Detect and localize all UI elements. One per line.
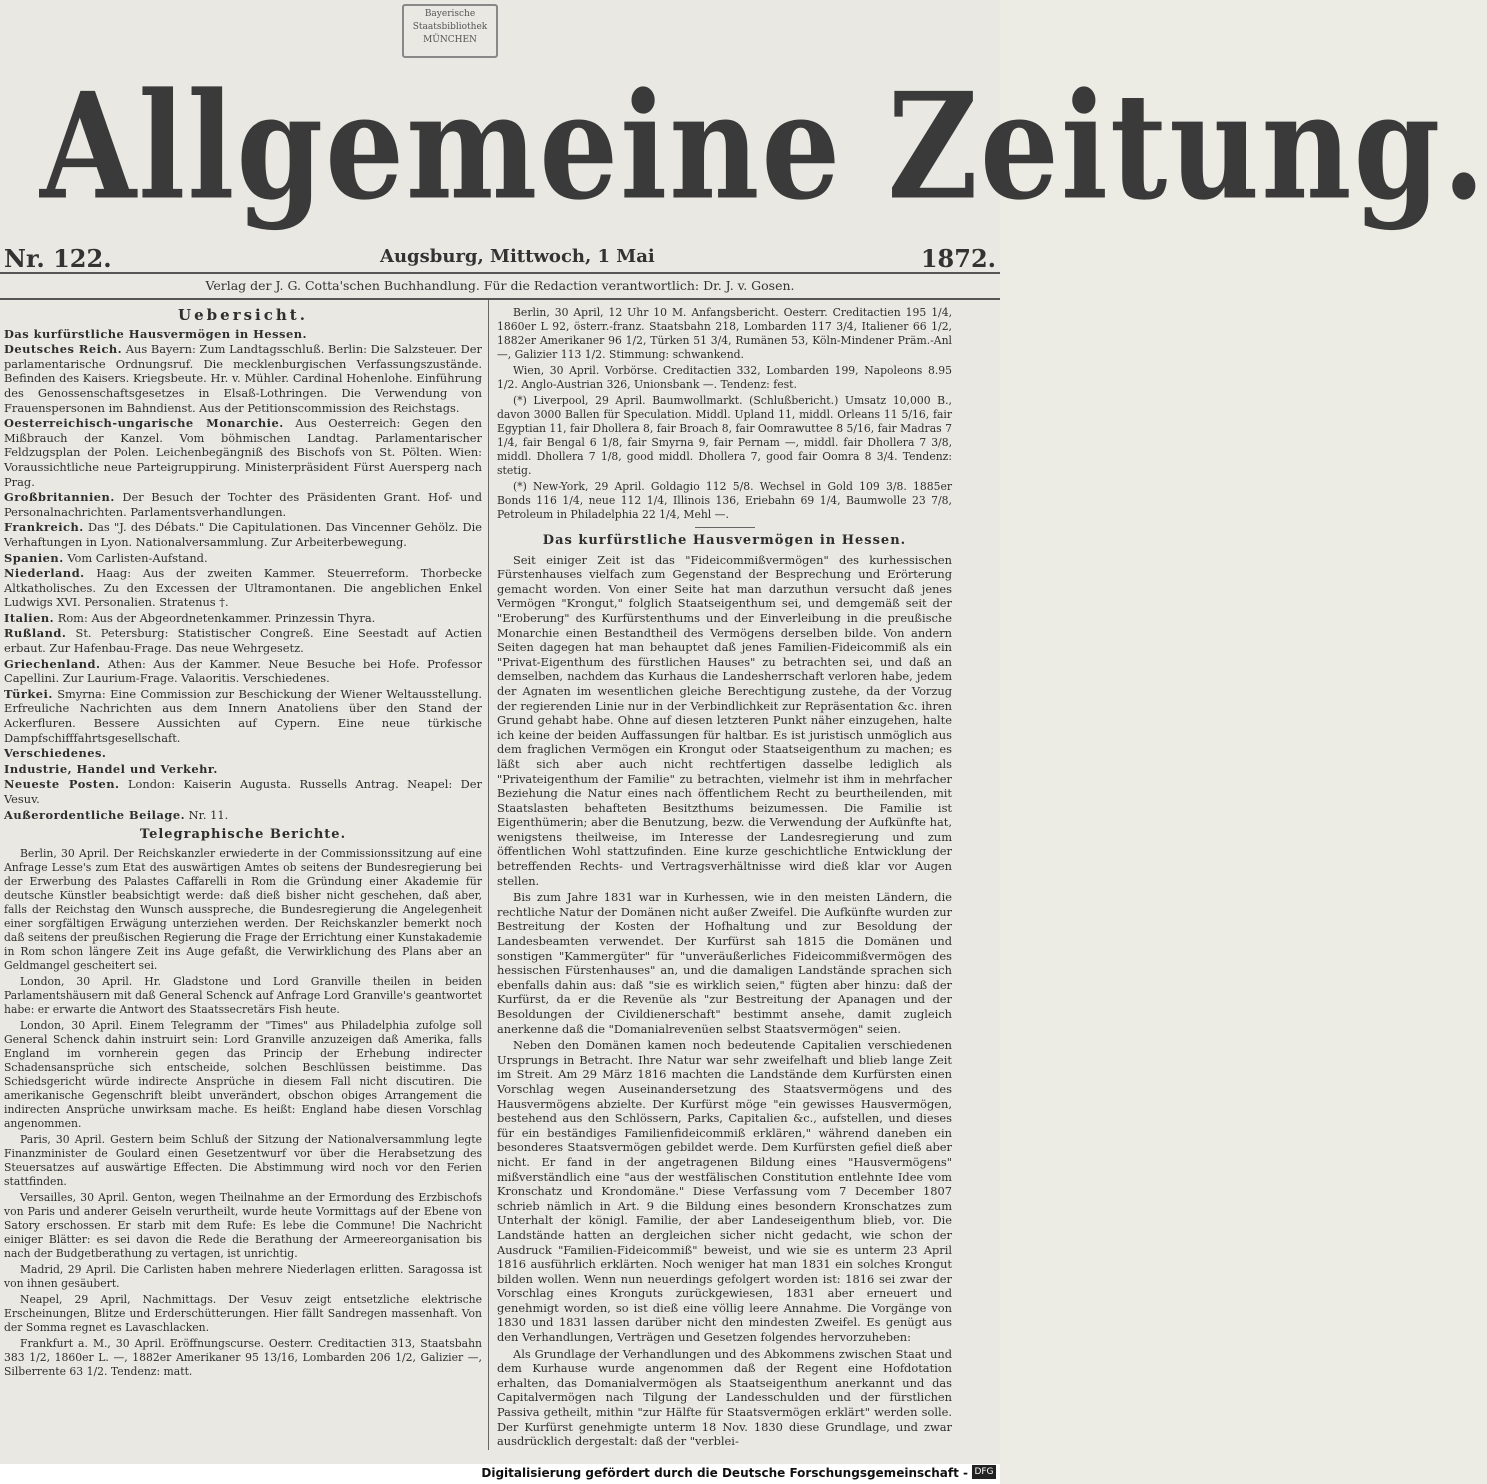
market-report: (*) Liverpool, 29 April. Baumwollmarkt. (Schlußbericht.) Umsatz 10,000 B., davon 3000 Ballen für Speculation. Middl. Upland 11, middl. Orleans 11 5/16, fair Egyptian 11, fair Dhollera 8, fair Broach 8, fair Oomrawuttee 8 5/16, fair Madras 7 1/4, fair Bengal 6 1/8, fair Smyrna 9, fair Pernam —, middl. fair Dhollera 7 3/8, middl. Dhollera 7 1/8, good middl. Dhollera 7, good fair Oomra 8 3/4. Tendenz: stetig.	[497, 394, 952, 477]
overview-entry	[4, 626, 482, 655]
article-paragraph: Neben den Domänen kamen noch bedeutende Capitalien verschiedenen Ursprungs in Betracht. Ihre Natur war sehr zweifelhaft und blieb lange Zeit im Streit. Am 29 März 1816 machten die Landstände dem Kurfürsten einen Vorschlag wegen Auseinandersetzung des Staatsvermögens und des Hausvermögens abzielte. Der Kurfürst möge "ein gewisses Hausvermögen, bestehend aus den Schlössern, Parks, Capitalien &c., aufstellen, und dieses für ein beständiges Familienfideicommiß erklären," während daneben ein besonderes Staatsvermögen gebildet werde. Dem Kurfürsten gefiel dieß aber nicht. Er fand in der angetragenen Bildung eines "Hausvermögens" mißverständlich eine "aus der westfälischen Constitution entlehnte Idee vom Kronschatz und Krondomäne." Diese Verfassung vom 7 December 1807 schrieb nämlich in Art. 9 die Bildung eines besondern Kronschatzes zum Unterhalt der königl. Familie, der aber Landeseigenthum blieb, vor. Die Landstände hatten an dergleichen sicher nicht gedacht, wie schon der Ausdruck "Familien-Fideicommiß" beweist, und wie sie es unterm 23 April 1816 ausführlich erklärten. Noch weniger hat man 1831 ein solches Krongut bilden wollen. Wenn nun neuerdings gefolgert worden ist: 1816 sei zwar der Vorschlag eines Kronguts zurückgewiesen, 1831 aber erneuert und genehmigt worden, so ist dieß eine völlig leere Annahme. Die Vorgänge von 1830 und 1831 lassen darüber nicht den mindesten Zweifel. Es genügt aus den Verhandlungen, Verträgen und Gesetzen folgendes hervorzuheben:	[497, 1038, 952, 1345]
column-divider	[488, 300, 489, 1450]
overview-entry-title: Rußland.	[4, 626, 67, 641]
article-paragraph: Als Grundlage der Verhandlungen und des Abkommens zwischen Staat und dem Kurhause wurde angenommen daß der Regent eine Hofdotation erhalten, das Domanialvermögen als Staatseigenthum anerkannt und das Capitalvermögen nach Tilgung der Landesschulden und der fürstlichen Passiva getheilt, mithin "zur Hälfte für Staatsvermögen erklärt" werden solle. Der Kurfürst genehmigte unterm 18 Nov. 1830 diese Grundlage, und zwar ausdrücklich dergestalt: daß der "verblei-	[497, 1346, 952, 1449]
overview-entry-title: Industrie, Handel und Verkehr.	[4, 761, 218, 776]
right-column	[497, 306, 952, 1451]
overview-entry-title: Verschiedenes.	[4, 746, 107, 761]
telegram-item: Berlin, 30 April. Der Reichskanzler erwiederte in der Commissionssitzung auf eine Anfrage Lesse's zum Etat des auswärtigen Amtes ob seitens der Bundesregierung bei der Erwerbung des Palastes Caffarelli in Rom die Gründung einer Akademie für deutsche Künstler beabsichtigt werde: daß dieß bisher nicht geschehen, daß aber, falls der Reichstag den Wunsch ausspreche, die Bundesregierung die Angelegenheit einer sorgfältigen Erwägung unterziehen werden. Der Reichskanzler bemerkt noch daß seitens der preußischen Regierung die Frage der Errichtung einer Kunstakademie in Rom schon längere Zeit ins Auge gefaßt, die Verwirklichung des Plans aber an Geldmangel gescheitert sei.	[4, 846, 482, 972]
overview-entry-text: Smyrna: Eine Commission zur Beschickung der Wiener Weltausstellung. Erfreuliche Nachrichten aus dem Innern Anatoliens über den Stand der Ackerfluren. Bessere Aussichten auf Cypern. Eine neue türkische Dampfschifffahrtsgesellschaft.	[4, 686, 482, 745]
publisher-line: Verlag der J. G. Cotta'schen Buchhandlung. Für die Redaction verantwortlich: Dr. J. v. Gosen.	[205, 278, 795, 293]
overview-entry	[4, 490, 482, 519]
overview-entry-text: Nr. 11.	[188, 807, 229, 822]
overview-entry	[4, 611, 482, 626]
overview-entry-title: Das kurfürstliche Hausvermögen in Hessen.	[4, 326, 307, 341]
market-report: Wien, 30 April. Vorbörse. Creditactien 332, Lombarden 199, Napoleons 8.95 1/2. Anglo-Austrian 326, Unionsbank —. Tendenz: fest.	[497, 364, 952, 391]
overview-entry-title: Neueste Posten.	[4, 777, 120, 792]
footer-credit: Digitalisierung gefördert durch die Deutsche Forschungsgemeinschaft -	[481, 1466, 968, 1480]
masthead-rule	[0, 272, 1000, 274]
overview-entry	[4, 551, 482, 566]
overview-entry-text: Haag: Aus der zweiten Kammer. Steuerreform. Thorbecke Altkatholisches. Zu den Excessen der Ultramontanen. Die angeblichen Enkel Ludwigs XVI. Personalien. Stratenus †.	[4, 566, 483, 610]
overview-entry-title: Italien.	[4, 610, 55, 625]
overview-entry-text: Athen: Aus der Kammer. Neue Besuche bei Hofe. Professor Capellini. Zur Laurium-Frage. Valaoritis. Verschiedenes.	[4, 656, 482, 686]
overview-entry	[4, 746, 482, 761]
overview-entry	[4, 342, 482, 415]
telegram-item: Paris, 30 April. Gestern beim Schluß der Sitzung der Nationalversammlung legte Finanzminister de Goulard einen Gesetzentwurf vor über die Herabsetzung des Steuersatzes auf auswärtige Effecten. Die Abstimmung wird noch vor den Ferien stattfinden.	[4, 1132, 482, 1188]
overview-entry	[4, 762, 482, 777]
left-column	[4, 306, 482, 1381]
overview-entry-text: Vom Carlisten-Aufstand.	[67, 550, 208, 565]
market-report: (*) New-York, 29 April. Goldagio 112 5/8. Wechsel in Gold 109 3/8. 1885er Bonds 116 1/4, neue 112 1/4, Illinois 136, Eriebahn 69 1/4, Baumwolle 23 7/8, Petroleum in Philadelphia 22 1/4, Mehl —.	[497, 480, 952, 521]
article-paragraph: Seit einiger Zeit ist das "Fideicommißvermögen" des kurhessischen Fürstenhauses vielfach zum Gegenstand der Besprechung und Erörterung gemacht worden. Von einer Seite hat man darzuthun versucht daß jenes Vermögen "Krongut," folglich Staatseigenthum sei, und demgemäß seit der "Eroberung" des Kurfürstenthums und der Einverleibung in die preußische Monarchie einen Bestandtheil des Vermögens derselben bilde. Von andern Seiten dagegen hat man behauptet daß jenes Familien-Fideicommiß als ein "Privat-Eigenthum des fürstlichen Hauses" zu betrachten sei, und daß an demselben, nachdem das Kurhaus die Landesherrschaft verloren habe, jedem der Agnaten im wesentlichen gleiche Berechtigung zustehe, da der Vorzug der regierenden Linie nur in der Verbindlichkeit zur Repräsentation &c. ihren Grund gehabt habe. Ohne auf diesen letzteren Punkt näher einzugehen, halte ich keine der beiden Auffassungen für haltbar. Es ist juristisch unmöglich aus dem fraglichen Vermögen ein Krongut oder Staatseigenthum zu machen; es läßt sich aber auch nicht rechtfertigen dasselbe lediglich als "Privateigenthum der Familie" zu betrachten, vielmehr ist ihm in mehrfacher Beziehung die Natur eines nach öffentlichem Recht zu beurtheilenden, mit Staatslasten behafteten Besitzthums beizumessen. Die Familie ist Eigenthümerin; aber die Benutzung, bezw. die Verwendung der Aufkünfte hat, wenigstens theilweise, im Interesse der Landesregierung und zum öffentlichen Wohl stattzufinden. Eine kurze geschichtliche Entwicklung der betreffenden Rechts- und Vertragsverhältnisse wird dieß klar vor Augen stellen.	[497, 552, 952, 888]
overview-entry-title: Spanien.	[4, 550, 64, 565]
overview-entry-title: Deutsches Reich.	[4, 342, 123, 357]
telegram-item: Madrid, 29 April. Die Carlisten haben mehrere Niederlagen erlitten. Saragossa ist von ihnen gesäubert.	[4, 1262, 482, 1290]
overview-entry-text: Aus Oesterreich: Gegen den Mißbrauch der Kanzel. Vom böhmischen Landtag. Parlamentarischer Feldzugsplan der Polen. Leichenbegängniß des Bischofs von St. Pölten. Wien: Voraussichtliche neue Parteigruppirung. Ministerpräsident Fürst Auersperg nach Prag.	[4, 416, 483, 489]
article-body	[497, 553, 952, 1449]
overview-entry-title: Oesterreichisch-ungarische Monarchie.	[4, 416, 284, 431]
overview-entry-title: Frankreich.	[4, 520, 84, 535]
overview-entry-text: Das "J. des Débats." Die Capitulationen. Das Vincenner Gehölz. Die Verhaftungen in Lyon. Nationalversammlung. Zur Arbeiterbewegung.	[4, 520, 483, 549]
overview-entry	[4, 777, 482, 806]
overview-heading: Uebersicht.	[178, 306, 308, 324]
newspaper-title: Allgemeine Zeitung.	[40, 61, 1487, 233]
stamp-line: MÜNCHEN	[423, 35, 477, 45]
stamp-line: Staatsbibliothek	[412, 22, 488, 32]
overview-entry-title: Türkei.	[4, 686, 53, 701]
telegram-item: Versailles, 30 April. Genton, wegen Theilnahme an der Ermordung des Erzbischofs von Paris und anderer Geiseln verurtheilt, wurde heute Vormittags auf der Ebene von Satory erschossen. Er starb mit dem Rufe: Es lebe die Commune! Die Nachricht einiger Blätter: es sei davon die Rede die Berathung der Armeereorganisation bis nach der Budgetberathung zu vertagen, ist unrichtig.	[4, 1190, 482, 1260]
article-heading: Das kurfürstliche Hausvermögen in Hessen.	[542, 533, 907, 548]
overview-list	[4, 327, 482, 823]
place-date: Augsburg, Mittwoch, 1 Mai	[380, 246, 655, 267]
telegram-item: London, 30 April. Einem Telegramm der "Times" aus Philadelphia zufolge soll General Schenck dahin instruirt sein: Lord Granville anzuzeigen daß Amerika, falls England im vornherein gegen das Princip der Erhebung indirecter Schadensansprüche sich entscheide, solchen Beschlüssen beistimme. Das Schiedsgericht würde indirecte Ansprüche in diesem Fall nicht discutiren. Die amerikanische Gegenschrift bleibt unverändert, obschon obiges Arrangement die indirecten Ansprüche unwirksam mache. Es heißt: England habe diesen Vorschlag angenommen.	[4, 1018, 482, 1130]
telegram-list	[4, 847, 482, 1379]
telegram-item: Neapel, 29 April, Nachmittags. Der Vesuv zeigt entsetzliche elektrische Erscheinungen, Blitze und Erderschütterungen. Hier fällt Sandregen massenhaft. Von der Somma regnet es Lavaschlacken.	[4, 1292, 482, 1334]
telegram-item: London, 30 April. Hr. Gladstone und Lord Granville theilen in beiden Parlamentshäusern mit daß General Schenck auf Anfrage Lord Granville's geantwortet habe: er erwarte die Antwort des Staatssecretärs Fish heute.	[4, 974, 482, 1016]
overview-entry-title: Großbritannien.	[4, 490, 115, 505]
overview-entry	[4, 327, 482, 342]
stamp-line: Bayerische	[424, 9, 476, 19]
overview-entry-text: Aus Bayern: Zum Landtagsschluß. Berlin: Die Salzsteuer. Der parlamentarische Ordnungsruf. Die mecklenburgischen Verfassungszustände. Befinden des Kaisers. Kriegsbeute. Hr. v. Mühler. Cardinal Hohenlohe. Einführung des Genossenschaftsgesetzes in Elsaß-Lothringen. Die Verwendung von Frauenspersonen im Bahndienst. Aus der Petitionscommission des Reichstags.	[4, 342, 482, 415]
overview-entry	[4, 808, 482, 823]
issue-year: 1872.	[920, 244, 996, 273]
telegrams-heading: Telegraphische Berichte.	[139, 827, 347, 843]
overview-entry	[4, 520, 482, 549]
overview-entry-text: London: Kaiserin Augusta. Russells Antrag. Neapel: Der Vesuv.	[4, 777, 482, 806]
telegram-item: Frankfurt a. M., 30 April. Eröffnungscurse. Oesterr. Creditactien 313, Staatsbahn 383 1/2, 1860er L. —, 1882er Amerikaner 95 13/16, Lombarden 206 1/2, Galizier —, Silberrente 63 1/2. Tendenz: matt.	[4, 1336, 482, 1378]
market-reports	[497, 306, 952, 522]
overview-entry-title: Griechenland.	[4, 656, 101, 671]
dfg-logo: DFG	[972, 1465, 996, 1479]
overview-entry	[4, 566, 482, 610]
overview-entry-text: Rom: Aus der Abgeordnetenkammer. Prinzessin Thyra.	[57, 610, 376, 625]
market-report: Berlin, 30 April, 12 Uhr 10 M. Anfangsbericht. Oesterr. Creditactien 195 1/4, 1860er L 92, österr.-franz. Staatsbahn 218, Lombarden 117 3/4, Italiener 66 1/2, 1882er Amerikaner 96 1/2, Türken 51 3/4, Rumänen 53, Köln-Mindener Präm.-Anl —, Galizier 113 1/2. Stimmung: schwankend.	[497, 306, 952, 361]
overview-entry	[4, 657, 482, 686]
overview-entry-title: Außerordentliche Beilage.	[4, 807, 186, 822]
overview-entry-text: Der Besuch der Tochter des Präsidenten Grant. Hof- und Personalnachrichten. Parlamentsverhandlungen.	[4, 490, 482, 519]
overview-entry	[4, 416, 482, 489]
section-divider	[695, 527, 755, 528]
overview-entry	[4, 687, 482, 745]
article-paragraph: Bis zum Jahre 1831 war in Kurhessen, wie in den meisten Ländern, die rechtliche Natur der Domänen nicht außer Zweifel. Die Aufkünfte wurden zur Bestreitung der Kosten der Hofhaltung und zur Besoldung der Landesbeamten verwendet. Der Kurfürst sah 1815 die Domänen und sonstigen "Kammergüter" für "unveräußerliches Fideicommißvermögen des hessischen Fürstenhauses" an, und die damaligen Landstände sprachen sich ebenfalls dahin aus: daß "sie es wirklich seien," fügten aber hinzu: daß der Kurfürst, da er die Revenüe als "zur Bestreitung der Apanagen und der Besoldungen der Civildienerschaft" bestimmt ansehe, damit zugleich anerkenne daß die "Domanialrevenüen selbst Staatsvermögen" seien.	[497, 890, 952, 1036]
issue-number: Nr. 122.	[4, 244, 112, 273]
publisher-rule	[0, 298, 1000, 300]
overview-entry-text: St. Petersburg: Statistischer Congreß. Eine Seestadt auf Actien erbaut. Zur Hafenbau-Frage. Das neue Wehrgesetz.	[4, 626, 482, 656]
overview-entry-title: Niederland.	[4, 566, 85, 581]
